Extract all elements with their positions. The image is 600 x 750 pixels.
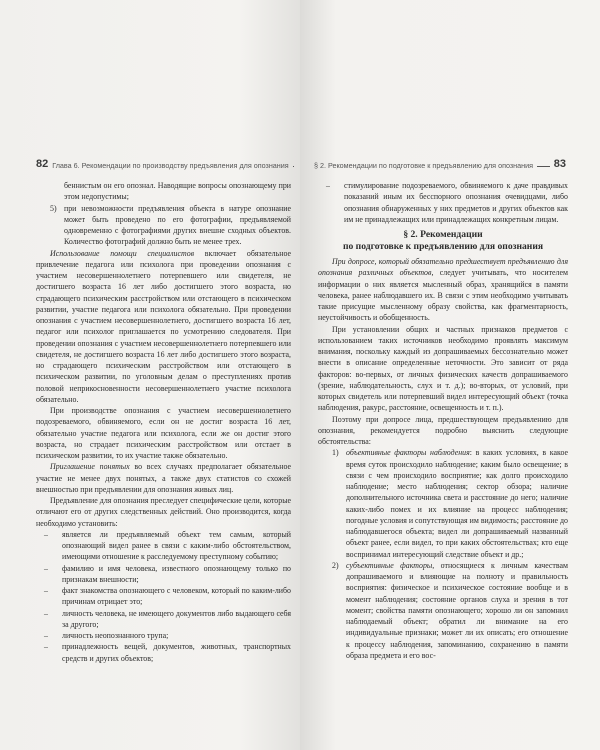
italic-term: объективные факторы наблюдения [346, 448, 470, 458]
list-item-5 [36, 203, 291, 248]
left-header-title: Глава 6. Рекомендации по производству предъявления для опознания [52, 161, 289, 170]
list-item-text: фамилию и имя человека, известного опознающему только по признакам внешности; [62, 563, 291, 584]
left-page-number: 82 [36, 158, 49, 170]
section-heading-line-2: по подготовке к предъявлению для опознания [342, 241, 544, 252]
list-item-text: стимулирование подозреваемого, обвиняемого к даче правдивых показаний иным их бесспорного опознания очевидцами, либо опознания обнаруженных у них предметов и других объектов как им не принадлежащих или принадлежащих конкретным лицам. [344, 181, 568, 224]
list-item: – личность неопознанного трупа; [36, 630, 291, 641]
italic-lead: Приглашение понятых [50, 462, 130, 472]
list-item: – принадлежность вещей, документов, животных, транспортных средств и других объектов; [44, 642, 291, 663]
right-header-title: § 2. Рекомендации по подготовке к предъявлению для опознания [314, 161, 534, 170]
section-heading-line-1: § 2. Рекомендации [403, 229, 483, 240]
list-marker: 5) [50, 203, 57, 213]
italic-term: субъективные факторы [346, 560, 433, 570]
paragraph-suspect: При производстве опознания с участием несовершеннолетнего подозреваемого, обвиняемого, если он не достиг возраста 16 лет, обязательно участие педагога или психолога, если же он достиг этого возраста, но страдает психическим расстройством или отстает в психическом развитии, то их участие также обязательно. [36, 406, 291, 460]
list-item-text: при невозможности предъявления объекта в натуре опознание может быть проведено по его фотографии, предъявляемой одновременно с фотографиями других внешне сходных объектов. Количество фотографий должно быть не менее трех. [64, 203, 291, 247]
left-running-header [36, 158, 294, 170]
section-heading [318, 229, 568, 253]
continuation-text: беннистым он его опознал. Наводящие вопросы опознающему при этом недопустимы; [64, 181, 291, 202]
paragraph-text: во всех случаях предполагает обязательное участие не менее двух понятых, а также двух статистов со схожей внешностью при предъявлении для опознания живых лиц. [36, 462, 291, 494]
list-item-2 [318, 560, 568, 661]
italic-lead: При допросе, который обязательно предшествует предъявлению для опознания различных объектов [318, 257, 568, 278]
paragraph-goals: Предъявление для опознания преследует специфические цели, которые отличают его от других следственных действий. Оно производится, когда необходимо установить: [36, 496, 291, 528]
list-item-text [346, 560, 568, 661]
list-marker: 1) [332, 448, 339, 458]
list-marker: 2) [332, 560, 339, 570]
italic-lead: Использование помощи специалистов [50, 248, 195, 258]
list-item-rest: : в каких условиях, в какое время суток происходило наблюдение; каким было освещение; в связи с чем происходило восприятие; как долго происходило наблюдение; место наблюдения; сектор обзора; наличие дополнительного источника света и расстояние до него; наличие каких-либо помех и их влияние на процесс наблюдения; погодные условия и сопутствующая им видимость; расстояние до наблюдавшегося объекта; видел ли допрашиваемый названный объект ранее, если видел, то при каких обстоятельствах; кто еще воспринимал интересующий следствие объект и др.; [346, 448, 568, 559]
paragraph-text: , следует учитывать, что носителем информации о них является мысленный образ, хранящийся в памяти человека, ранее наблюдавшего их. В связи с этим необходимо учитывать такие присущие мысленному образу свойства, как фрагментарность, неустойчивость и обобщенность. [318, 268, 568, 323]
right-running-header [314, 158, 566, 170]
list-item-text: принадлежность вещей, документов, животных, транспортных средств и других объектов; [62, 642, 291, 663]
paragraph-interrogation [318, 256, 568, 324]
list-item: – является ли предъявляемый объект тем самым, который опознающий видел ранее в связи с каким-либо обстоятельством, имеющими отношение к расследуемому преступному событию; [44, 529, 291, 562]
paragraph-witnesses [36, 461, 291, 495]
left-body-text [36, 180, 291, 664]
list-item: – факт знакомства опознающего с человеком, который по каким-либо причинам отрицает это; [44, 586, 291, 607]
list-item: – личность человека, не имеющего документов либо выдающего себя за другого; [44, 608, 291, 629]
list-item-text: факт знакомства опознающего с человеком, который по каким-либо причинам отрицает это; [62, 586, 291, 607]
paragraph-circumstances: Поэтому при допросе лица, предшествующем предъявлению для опознания, рекомендуется подробно выяснить следующие обстоятельства: [318, 414, 568, 446]
right-page [300, 0, 600, 750]
list-item-text: личность неопознанного трупа; [62, 631, 169, 640]
paragraph-features: При установлении общих и частных признаков предметов с использованием таких источников необходимо проявлять максимум внимания, поскольку каждый из допрашиваемых бессознательно может внести в описание определенные неточности. Это зависит от ряда факторов: во-первых, от личных физических качеств допрашиваемого (зрение, наблюдательность, слух и т. д.); во-вторых, от условий, при которых свидетель или потерпевший видел интересующий объект (точка наблюдения, ракурс, расстояние, освещенность и т. п.). [318, 324, 568, 413]
paragraph-text: включает обязательное привлечение педагога или психолога при проведении опознания с участием несовершеннолетнего потерпевшего или свидетеля, не достигшего возраста 16 лет либо достигшего этого возраста, но страдающего психическим расстройством или отстающего в психическом развитии, участие педагога или психолога обязательно. При проведении опознания с участием несовершеннолетнего, достигшего возраста 16 лет, педагог или психолог приглашается по усмотрению следователя. При проведении опознания с участием несовершеннолетнего потерпевшего или свидетеля, не достигшего возраста 16 лет либо достигшего этого возраста, но страдающего психическим расстройством или отстающего в психическом развитии, по уголовным делам о преступлениях против половой неприкосновенности несовершеннолетнего участие психолога обязательно. [36, 248, 291, 404]
list-item: – фамилию и имя человека, известного опознающему только по признакам внешности; [44, 563, 291, 584]
list-item-text: личность человека, не имеющего документов либо выдающего себя за другого; [62, 608, 291, 629]
list-item: – стимулирование подозреваемого, обвиняемого к даче правдивых показаний иным их бесспорного опознания очевидцами, либо опознания обнаруженных у них предметов и других объектов как им не принадлежащих или принадлежащих конкретным лицам. [326, 181, 568, 224]
list-item-1 [318, 447, 568, 560]
right-body-text [318, 180, 568, 661]
list-item-text [346, 447, 568, 560]
list-item-text: является ли предъявляемый объект тем самым, который опознающий видел ранее в связи с каким-либо обстоятельством, имеющими отношение к расследуемому преступному событию; [62, 529, 291, 562]
list-item-rest: , относящиеся к личным качествам допрашиваемого и влияющие на полноту и правильность восприятия: физическое и психическое состояние вообще и в момент наблюдения; состояние органов слуха и зрения в тот момент; свойства памяти опознающего; хорошо ли он запомнил наблюдаемый объект; обратил ли внимание на его индивидуальные признаки; может ли их описать; его отношение к процессу наблюдения, запоминанию, сохранению в памяти образа предмета и его вос- [346, 560, 568, 660]
left-header-rule [293, 166, 294, 167]
right-header-rule [537, 166, 550, 167]
right-page-number: 83 [553, 158, 566, 170]
paragraph-specialists [36, 248, 291, 406]
